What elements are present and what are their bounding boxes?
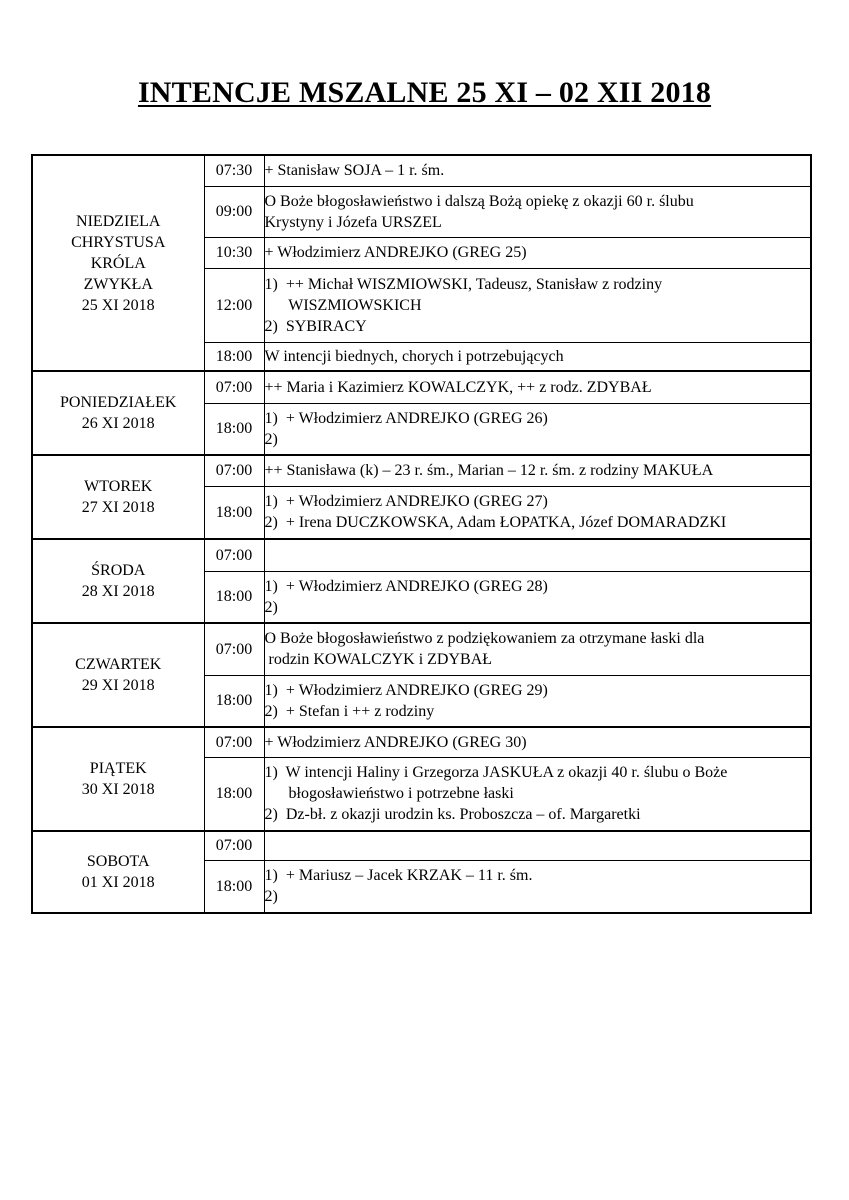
mass-time: 18:00 [204, 342, 264, 371]
day-cell [32, 727, 204, 831]
day-name-line: CHRYSTUSA [71, 233, 166, 251]
mass-row [32, 155, 811, 186]
intention-line: Krystyny i Józefa URSZEL [264, 213, 442, 231]
day-name-line: 25 XI 2018 [81, 296, 155, 314]
mass-intention [264, 186, 811, 237]
day-name-line: 27 XI 2018 [81, 499, 155, 516]
day-cell [32, 455, 204, 539]
mass-row [32, 455, 811, 486]
intention-line: W intencji biednych, chorych i potrzebujących [264, 347, 564, 365]
day-name-line: CZWARTEK [75, 656, 162, 673]
mass-time: 07:00 [204, 539, 264, 571]
mass-intention [264, 155, 811, 186]
intention-line: 2) + Irena DUCZKOWSKA, Adam ŁOPATKA, Józef DOMARADZKI [264, 514, 727, 532]
mass-intention [264, 675, 811, 727]
intention-line: O Boże błogosławieństwo z podziękowaniem za otrzymane łaski dla [264, 630, 705, 648]
mass-time: 07:30 [204, 155, 264, 186]
mass-row [32, 831, 811, 860]
day-name-line: SOBOTA [86, 853, 150, 870]
intention-line: 1) + Włodzimierz ANDREJKO (GREG 27) [264, 493, 548, 511]
day-name-line: KRÓLA [90, 254, 146, 272]
mass-intention [264, 539, 811, 571]
mass-time: 07:00 [204, 727, 264, 757]
mass-intention [264, 860, 811, 913]
day-name-line: PIĄTEK [89, 760, 147, 777]
page-title-text: INTENCJE MSZALNE 25 XI – 02 XII 2018 [137, 76, 712, 109]
intention-line: 1) + Włodzimierz ANDREJKO (GREG 26) [264, 409, 548, 427]
mass-time: 18:00 [204, 486, 264, 539]
mass-time: 18:00 [204, 675, 264, 727]
mass-time: 10:30 [204, 237, 264, 268]
intention-line: + Stanisław SOJA – 1 r. śm. [264, 162, 445, 180]
intention-line: 2) [264, 598, 278, 616]
page-title [0, 76, 849, 110]
day-name-line: 28 XI 2018 [81, 583, 155, 600]
intention-line: 1) + Mariusz – Jacek KRZAK – 11 r. śm. [264, 867, 533, 885]
mass-intention [264, 757, 811, 831]
mass-intention [264, 727, 811, 757]
day-name-line: 01 XI 2018 [81, 874, 155, 891]
mass-time: 07:00 [204, 623, 264, 675]
intention-line: + Włodzimierz ANDREJKO (GREG 30) [264, 733, 527, 751]
mass-row [32, 727, 811, 757]
day-name-line: 30 XI 2018 [81, 781, 155, 798]
mass-time: 18:00 [204, 571, 264, 623]
day-name-line: 26 XI 2018 [81, 415, 155, 432]
mass-intention [264, 571, 811, 623]
day-cell [32, 371, 204, 455]
day-cell [32, 831, 204, 913]
mass-time: 09:00 [204, 186, 264, 237]
intention-line: 1) + Włodzimierz ANDREJKO (GREG 29) [264, 681, 548, 699]
mass-intention [264, 403, 811, 455]
mass-time: 07:00 [204, 371, 264, 403]
intention-line: WISZMIOWSKICH [264, 296, 422, 314]
mass-time: 07:00 [204, 831, 264, 860]
mass-intention [264, 371, 811, 403]
mass-time: 18:00 [204, 403, 264, 455]
mass-time: 12:00 [204, 268, 264, 342]
mass-intention [264, 623, 811, 675]
intention-line: rodzin KOWALCZYK i ZDYBAŁ [264, 651, 493, 669]
mass-intention [264, 237, 811, 268]
mass-row [32, 623, 811, 675]
day-name-line: 29 XI 2018 [81, 677, 155, 694]
mass-intention [264, 486, 811, 539]
mass-time: 18:00 [204, 757, 264, 831]
mass-time: 07:00 [204, 455, 264, 486]
day-name-line: NIEDZIELA [76, 212, 161, 230]
day-cell [32, 539, 204, 623]
intention-line: 2) + Stefan i ++ z rodziny [264, 702, 435, 720]
mass-intention [264, 831, 811, 860]
day-name-line: ZWYKŁA [83, 275, 153, 293]
mass-intention [264, 455, 811, 486]
intention-line: 1) W intencji Haliny i Grzegorza JASKUŁA z okazji 40 r. ślubu o Boże [264, 764, 728, 782]
intention-line: O Boże błogosławieństwo i dalszą Bożą opiekę z okazji 60 r. ślubu [264, 192, 694, 210]
mass-time: 18:00 [204, 860, 264, 913]
day-name-line: PONIEDZIAŁEK [60, 394, 177, 411]
intention-line: 2) [264, 430, 278, 448]
mass-intentions-table [31, 154, 812, 914]
intention-line: + Włodzimierz ANDREJKO (GREG 25) [264, 244, 527, 261]
mass-row [32, 539, 811, 571]
intention-line: 1) + Włodzimierz ANDREJKO (GREG 28) [264, 577, 548, 595]
intention-line: ++ Stanisława (k) – 23 r. śm., Marian – 12 r. śm. z rodziny MAKUŁA [264, 462, 714, 480]
intention-line: błogosławieństwo i potrzebne łaski [264, 785, 514, 803]
day-cell [32, 623, 204, 727]
intention-line: ++ Maria i Kazimierz KOWALCZYK, ++ z rodz. ZDYBAŁ [264, 378, 652, 396]
mass-intention [264, 268, 811, 342]
intention-line: 2) SYBIRACY [264, 317, 367, 335]
intention-line: 2) Dz-bł. z okazji urodzin ks. Proboszcza – of. Margaretki [264, 806, 641, 824]
intention-line: 1) ++ Michał WISZMIOWSKI, Tadeusz, Stanisław z rodziny [264, 275, 663, 293]
day-cell [32, 155, 204, 371]
day-name-line: WTOREK [84, 478, 153, 495]
day-name-line: ŚRODA [91, 562, 146, 579]
intention-line: 2) [264, 888, 278, 906]
mass-intention [264, 342, 811, 371]
mass-row [32, 371, 811, 403]
